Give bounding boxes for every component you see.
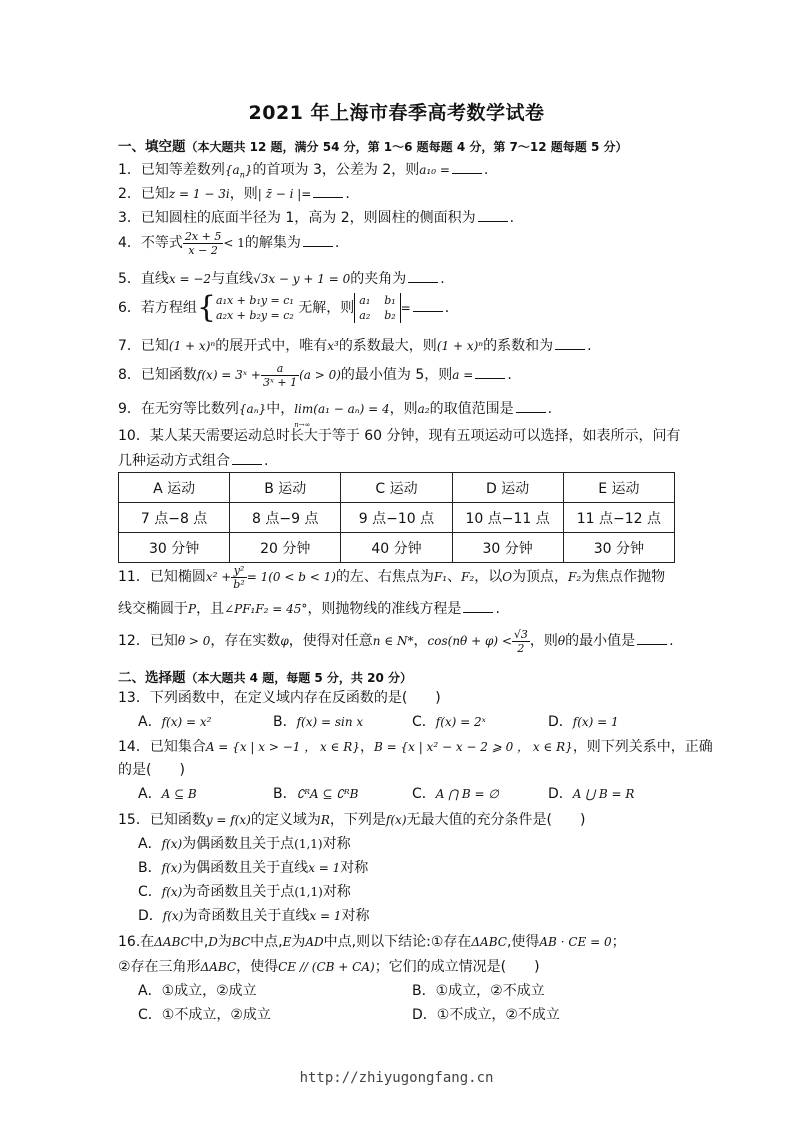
answer-blank[interactable] xyxy=(313,183,343,198)
q8-fraction: $\frac{a}{\text{3ˣ + 1}}$ xyxy=(262,361,298,389)
table-header-row xyxy=(119,473,675,503)
q15-option-c[interactable]: C．f(x)为奇函数且关于点(1,1)对称 xyxy=(138,884,351,900)
question-10-line1: 10．某人某天需要运动总时长大于等于 60 分钟，现有五项运动可以选择，如表所示，问有 xyxy=(118,428,681,444)
table-cell: 8 点−9 点 xyxy=(230,503,341,533)
q9-end: . xyxy=(547,401,553,417)
table-cell: 7 点−8 点 xyxy=(119,503,230,533)
q12-fraction: $\frac{√3}{2}$ xyxy=(513,627,528,655)
q8-expr1: f(x) = 3ˣ + xyxy=(196,368,261,382)
answer-blank[interactable] xyxy=(452,159,482,174)
q15-text-post: 无最大值的充分条件是( ) xyxy=(406,812,586,828)
q5-text: 5．直线 xyxy=(118,271,169,287)
table-cell: 30 分钟 xyxy=(119,533,230,563)
q7-expr3: (1 + x)ⁿ xyxy=(436,339,484,353)
table-header-cell: D 运动 xyxy=(452,473,563,503)
q16-option-d[interactable]: D．①不成立，②不成立 xyxy=(412,1007,560,1023)
q16-option-c[interactable]: C．①不成立，②成立 xyxy=(138,1007,271,1023)
q9-limit: lim(a₁ − aₙ) = 4 n→∞ xyxy=(294,402,390,429)
q15-r: R xyxy=(320,813,330,827)
question-8 xyxy=(118,360,512,390)
q11-fraction: $\frac{\text{y²}}{\text{b²}}$ xyxy=(233,563,245,591)
question-14-line1 xyxy=(118,737,713,757)
table-row-time xyxy=(119,503,675,533)
q11-p: P xyxy=(188,602,197,616)
q11-text-post: 为焦点作抛物 xyxy=(581,569,666,585)
q14-text-post: ，则下列关系中，正确 xyxy=(572,739,713,755)
q11-end: . xyxy=(495,601,500,617)
question-13: 13．下列函数中，在定义域内存在反函数的是( ) xyxy=(118,690,441,706)
section-note: （本大题共 4 题，每题 5 分，共 20 分） xyxy=(185,671,412,685)
q11-text-mid: 的左、右焦点为 xyxy=(335,569,434,585)
section-title: 一、填空题 xyxy=(118,139,186,155)
question-3 xyxy=(118,207,514,228)
answer-blank[interactable] xyxy=(516,398,546,413)
q2-text-mid: ，则 xyxy=(229,186,258,202)
q11-angle: ∠PF₁F₂ = 45° xyxy=(224,602,308,616)
question-11-line1 xyxy=(118,562,665,592)
q7-end: . xyxy=(587,338,592,354)
q11-l2-text3: ，则抛物线的准线方程是 xyxy=(307,601,462,617)
q11-o: O xyxy=(502,570,513,584)
q6-system: a₁x + b₁y = c₁ a₂x + b₂y = c₂ xyxy=(216,294,294,322)
section-title: 二、选择题 xyxy=(118,670,186,686)
q13-option-d[interactable]: D．f(x) = 1 xyxy=(548,714,619,730)
q14-option-d[interactable]: D．A ⋃ B = R xyxy=(548,786,635,802)
q9-text-mid: 中， xyxy=(266,401,295,417)
answer-blank[interactable] xyxy=(408,268,438,283)
q7-text-mid: 的展开式中，唯有 xyxy=(215,338,328,354)
q15-option-b[interactable]: B．f(x)为偶函数且关于直线x = 1对称 xyxy=(138,860,369,876)
question-4 xyxy=(118,228,339,258)
answer-blank[interactable] xyxy=(475,364,505,379)
q12-expr1: θ > 0 xyxy=(177,634,211,648)
q7-expr1: (1 + x)ⁿ xyxy=(168,339,216,353)
q14-option-b[interactable]: B．∁ᴿA ⊆ ∁ᴿB xyxy=(273,786,359,802)
q2-expr: z = 1 − 3i xyxy=(168,187,230,201)
q8-expr3: a = xyxy=(452,368,474,382)
q1-seq: $\{a_n\}$ xyxy=(224,163,253,180)
q14-set-a: A = {x | x > −1 ， x ∈ R} xyxy=(205,740,360,754)
q2-end: . xyxy=(345,186,350,202)
q12-text-post: 的最小值是 xyxy=(565,633,636,649)
q11-l2-text: 线交椭圆于 xyxy=(118,601,188,617)
question-9 xyxy=(118,398,553,429)
answer-blank[interactable] xyxy=(232,450,262,465)
q7-text: 7．已知 xyxy=(118,338,169,354)
q16-option-a[interactable]: A．①成立，②成立 xyxy=(138,983,257,999)
q13-option-b[interactable]: B．f(x) = sin x xyxy=(273,714,364,730)
q10-text: 几种运动方式组合 xyxy=(118,453,230,469)
question-6 xyxy=(118,291,449,325)
table-row-duration xyxy=(119,533,675,563)
q11-f2b: F₂ xyxy=(568,570,582,584)
answer-blank[interactable] xyxy=(637,630,667,645)
q4-text: 4．不等式 xyxy=(118,235,183,251)
q12-text-mid3: ，则 xyxy=(529,633,558,649)
q3-text: 3．已知圆柱的底面半径为 1，高为 2，则圆柱的侧面积为 xyxy=(118,210,476,226)
q6-brace: { xyxy=(196,290,217,325)
q16-option-b[interactable]: B．①成立，②不成立 xyxy=(412,983,545,999)
question-15 xyxy=(118,810,585,830)
q13-option-c[interactable]: C．f(x) = 2ˣ xyxy=(412,714,486,730)
table-header-cell: E 运动 xyxy=(563,473,674,503)
q5-expr1: x = −2 xyxy=(168,272,212,286)
q4-end: . xyxy=(334,235,340,251)
q7-text-mid2: 的系数最大，则 xyxy=(338,338,437,354)
q6-text-mid: 无解，则 xyxy=(298,300,355,316)
q8-text: 8．已知函数 xyxy=(118,367,197,383)
q15-text: 15．已知函数 xyxy=(118,812,206,828)
question-16-line2: ②存在三角形ΔABC，使得CE // (CB + CA)；它们的成立情况是( ) xyxy=(118,959,540,975)
q14-option-c[interactable]: C．A ⋂ B = ∅ xyxy=(412,786,499,802)
question-16-line1: 16.在ΔABC中,D为BC中点,E为AD中点,则以下结论:①存在ΔABC,使得AB · CE = 0； xyxy=(118,934,626,950)
q12-end: . xyxy=(669,633,674,649)
q11-sep: 、 xyxy=(447,569,462,585)
q15-expr2: f(x) xyxy=(385,813,407,827)
q10-end: . xyxy=(264,453,269,469)
q15-text-mid2: ，下列是 xyxy=(329,812,386,828)
q7-expr2: x³ xyxy=(327,339,339,353)
q12-expr3: cos(nθ + φ) < xyxy=(427,634,512,648)
q5-text-mid: 与直线 xyxy=(211,271,254,287)
exercise-table xyxy=(118,472,675,563)
question-14-line2: 的是( ) xyxy=(118,762,185,778)
q9-text: 9．在无穷等比数列 xyxy=(118,401,239,417)
q14-sep: ， xyxy=(359,739,374,755)
q11-text: 11．已知椭圆 xyxy=(118,569,206,585)
q15-text-mid: 的定义域为 xyxy=(250,812,321,828)
table-cell: 20 分钟 xyxy=(230,533,341,563)
table-cell: 30 分钟 xyxy=(563,533,674,563)
q12-text: 12．已知 xyxy=(118,633,178,649)
q1-var: a₁₀ = xyxy=(419,163,450,177)
q4-fraction: $\frac{2x + 5}{x - 2}$ xyxy=(184,229,222,257)
answer-blank[interactable] xyxy=(478,207,508,222)
q6-end: . xyxy=(444,300,450,316)
question-5 xyxy=(118,268,445,289)
q4-text-post: 的解集为 xyxy=(244,235,301,251)
q12-sep: ， xyxy=(413,633,428,649)
answer-blank[interactable] xyxy=(303,232,333,247)
q16-vector-dot: AB · CE = 0 xyxy=(539,935,612,949)
q1-text: 1．已知等差数列 xyxy=(118,162,225,178)
q12-expr2: n ∈ N* xyxy=(372,634,414,648)
q6-determinant: a₁ b₁ a₂ b₂ xyxy=(354,293,400,323)
q1-text-mid: 的首项为 3，公差为 2，则 xyxy=(252,162,420,178)
table-cell: 30 分钟 xyxy=(452,533,563,563)
page-title: 2021 年上海市春季高考数学试卷 xyxy=(248,102,545,124)
q15-expr1: y = f(x) xyxy=(205,813,251,827)
question-7 xyxy=(118,335,592,356)
q15-option-a[interactable]: A．f(x)为偶函数且关于点(1,1)对称 xyxy=(138,836,351,852)
q8-text-mid: 的最小值为 5，则 xyxy=(340,367,453,383)
q6-eq: = xyxy=(400,301,411,315)
table-cell: 40 分钟 xyxy=(341,533,452,563)
q8-expr2: (a > 0) xyxy=(299,368,341,382)
table-header-cell: A 运动 xyxy=(119,473,230,503)
q2-text: 2．已知 xyxy=(118,186,169,202)
table-cell: 10 点−11 点 xyxy=(452,503,563,533)
q9-seq: {aₙ} xyxy=(238,402,267,416)
question-12 xyxy=(118,625,674,657)
q11-expr1: x² + xyxy=(205,570,232,584)
q9-text-post: 的取值范围是 xyxy=(429,401,514,417)
q15-option-d[interactable]: D．f(x)为奇函数且关于直线x = 1对称 xyxy=(138,908,370,924)
q11-f2: F₂ xyxy=(461,570,475,584)
q8-end: . xyxy=(507,367,512,383)
section-fill-in-header xyxy=(118,135,627,155)
q14-option-a[interactable]: A．A ⊆ B xyxy=(138,786,197,802)
table-header-cell: C 运动 xyxy=(341,473,452,503)
q12-text-mid2: ，使得对任意 xyxy=(288,633,373,649)
q4-rel: < 1 xyxy=(223,236,245,250)
q13-option-a[interactable]: A．f(x) = x² xyxy=(138,714,212,730)
table-cell: 9 点−10 点 xyxy=(341,503,452,533)
question-11-line2 xyxy=(118,598,500,619)
table-cell: 11 点−12 点 xyxy=(563,503,674,533)
q16-vector-parallel: CE // (CB + CA) xyxy=(278,960,375,974)
q5-expr2: √3x − y + 1 = 0 xyxy=(253,272,351,286)
q7-text-post: 的系数和为 xyxy=(483,338,554,354)
q11-l2-text2: ，且 xyxy=(196,601,225,617)
section-choice-header xyxy=(118,666,412,686)
q3-end: . xyxy=(509,210,515,226)
question-2 xyxy=(118,183,350,204)
q12-phi: φ xyxy=(280,634,289,648)
q9-text-mid2: ，则 xyxy=(389,401,418,417)
answer-blank[interactable] xyxy=(413,297,443,312)
q1-end: . xyxy=(483,162,489,178)
q2-expr2: | z̄ − i |= xyxy=(257,187,312,201)
table-header-cell: B 运动 xyxy=(230,473,341,503)
q11-f1: F₁ xyxy=(433,570,448,584)
section-note: （本大题共 12 题，满分 54 分，第 1～6 题每题 4 分，第 7～12 题每题 5 分） xyxy=(185,140,628,154)
answer-blank[interactable] xyxy=(463,598,493,613)
q12-text-mid: ，存在实数 xyxy=(210,633,281,649)
q11-expr2: = 1(0 < b < 1) xyxy=(246,570,336,584)
question-10-line2 xyxy=(118,450,268,471)
footer-url: http://zhiyugongfang.cn xyxy=(299,1070,494,1086)
q5-end: . xyxy=(440,271,445,287)
question-1 xyxy=(118,159,488,185)
q14-text: 14．已知集合 xyxy=(118,739,206,755)
q14-set-b: B = {x | x² − x − 2 ⩾ 0 ， x ∈ R} xyxy=(373,740,573,754)
answer-blank[interactable] xyxy=(555,335,585,350)
q11-text-mid2: ，以 xyxy=(474,569,503,585)
q6-text: 6．若方程组 xyxy=(118,300,197,316)
q9-expr: a₂ xyxy=(417,402,430,416)
q12-theta: θ xyxy=(557,634,566,648)
q5-text-post: 的夹角为 xyxy=(350,271,407,287)
q11-text-mid3: 为顶点， xyxy=(512,569,569,585)
